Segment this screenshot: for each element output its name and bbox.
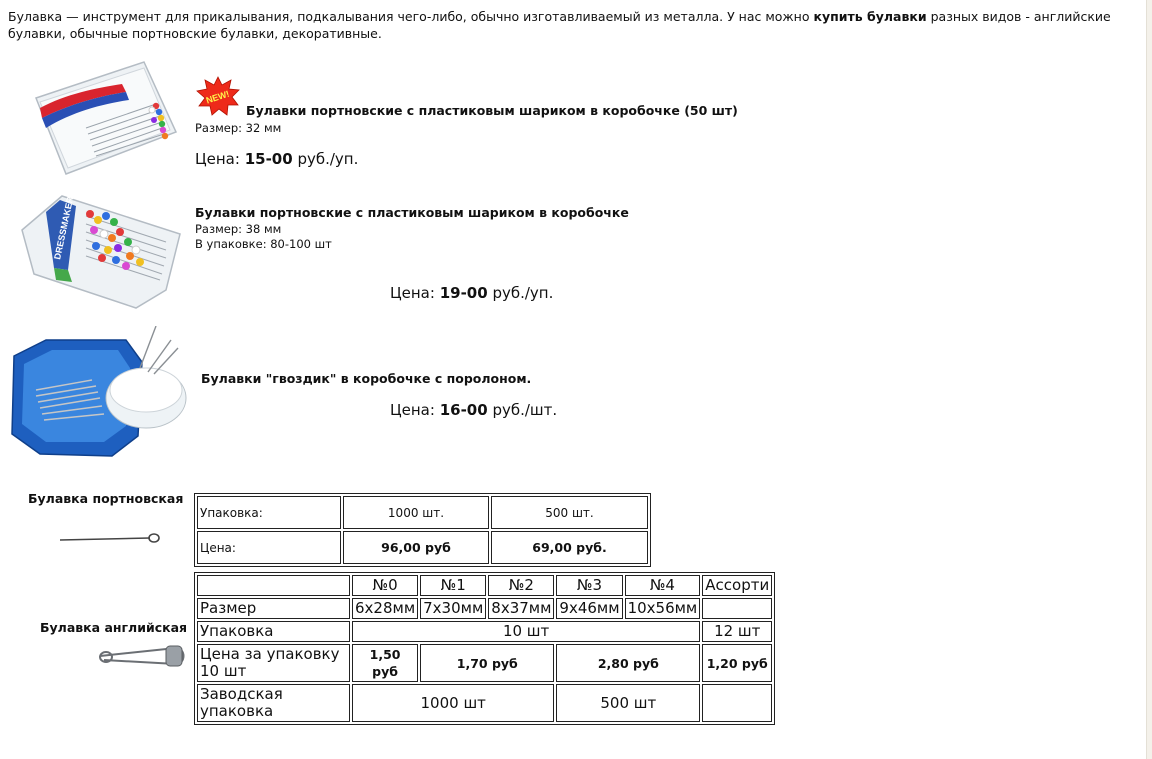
table-cell <box>702 598 772 619</box>
table-row <box>197 531 648 564</box>
intro-text: Булавка — инструмент для прикалывания, подкалывания чего-либо, обычно изготавливаемый из металла. У нас можно купить булавки разных видов - английские булавки, обычные портновские булавки, декоративные. <box>8 9 1111 41</box>
new-badge-icon <box>196 76 240 116</box>
tailor-pin-icon <box>58 530 162 548</box>
table-cell <box>197 575 350 596</box>
table-cell <box>702 684 772 722</box>
table-cell: 69,00 руб. <box>491 531 648 564</box>
safety-pin-label: Булавка английская <box>40 620 188 635</box>
table-cell: 7x30мм <box>420 598 486 619</box>
table-cell: Размер <box>197 598 350 619</box>
svg-text:DRESSMAKER: DRESSMAKER <box>52 195 76 261</box>
tailor-pin-label: Булавка портновская <box>28 491 184 506</box>
table-cell: №4 <box>625 575 701 596</box>
table-cell: 8x37мм <box>488 598 554 619</box>
product-title-1[interactable]: Булавки портновские с пластиковым шариком в коробочке (50 шт) <box>246 103 738 118</box>
tailor-pin-table <box>194 493 651 567</box>
table-cell: 1,20 руб <box>702 644 772 682</box>
table-cell: Заводская упаковка <box>197 684 350 722</box>
table-cell: 9x46мм <box>556 598 622 619</box>
intro-bold-link: купить булавки <box>813 9 927 24</box>
table-cell: Ассорти <box>702 575 772 596</box>
table-cell: 500 шт. <box>491 496 648 529</box>
table-cell: №0 <box>352 575 418 596</box>
table-cell: Упаковка <box>197 621 350 642</box>
table-cell: 10x56мм <box>625 598 701 619</box>
svg-text:NEW!: NEW! <box>204 88 231 106</box>
table-cell: 1000 шт. <box>343 496 489 529</box>
product-price-1: Цена: 15-00 руб./уп. <box>195 150 359 168</box>
table-cell: Цена: <box>197 531 341 564</box>
safety-pin-table <box>194 572 775 725</box>
table-cell: 1000 шт <box>352 684 554 722</box>
table-cell: 12 шт <box>702 621 772 642</box>
product-image-pins-box-3[interactable] <box>6 326 192 460</box>
product-title-3[interactable]: Булавки "гвоздик" в коробочке с поролоном. <box>201 371 532 386</box>
table-row <box>197 575 772 596</box>
product-image-pins-box-1[interactable] <box>26 58 178 182</box>
product-image-pins-box-2[interactable] <box>16 190 186 314</box>
safety-pin-icon <box>96 640 190 670</box>
table-row <box>197 684 772 722</box>
table-cell: №3 <box>556 575 622 596</box>
table-cell: 96,00 руб <box>343 531 489 564</box>
table-cell: 2,80 руб <box>556 644 700 682</box>
table-row <box>197 496 648 529</box>
page-right-edge <box>1146 0 1152 759</box>
product-pack-2: В упаковке: 80-100 шт <box>195 237 332 251</box>
product-price-3: Цена: 16-00 руб./шт. <box>390 401 558 419</box>
table-cell: 6x28мм <box>352 598 418 619</box>
table-cell: 10 шт <box>352 621 700 642</box>
table-cell: 1,70 руб <box>420 644 554 682</box>
table-cell: №2 <box>488 575 554 596</box>
product-size-2: Размер: 38 мм <box>195 222 282 236</box>
table-row <box>197 598 772 619</box>
table-cell: 1,50 руб <box>352 644 418 682</box>
product-size-1: Размер: 32 мм <box>195 121 282 135</box>
product-price-2: Цена: 19-00 руб./уп. <box>390 284 554 302</box>
table-cell: Цена за упаковку 10 шт <box>197 644 350 682</box>
table-row <box>197 644 772 682</box>
product-title-2[interactable]: Булавки портновские с пластиковым шариком в коробочке <box>195 205 629 220</box>
table-row <box>197 621 772 642</box>
table-cell: 500 шт <box>556 684 700 722</box>
table-cell: №1 <box>420 575 486 596</box>
table-cell: Упаковка: <box>197 496 341 529</box>
